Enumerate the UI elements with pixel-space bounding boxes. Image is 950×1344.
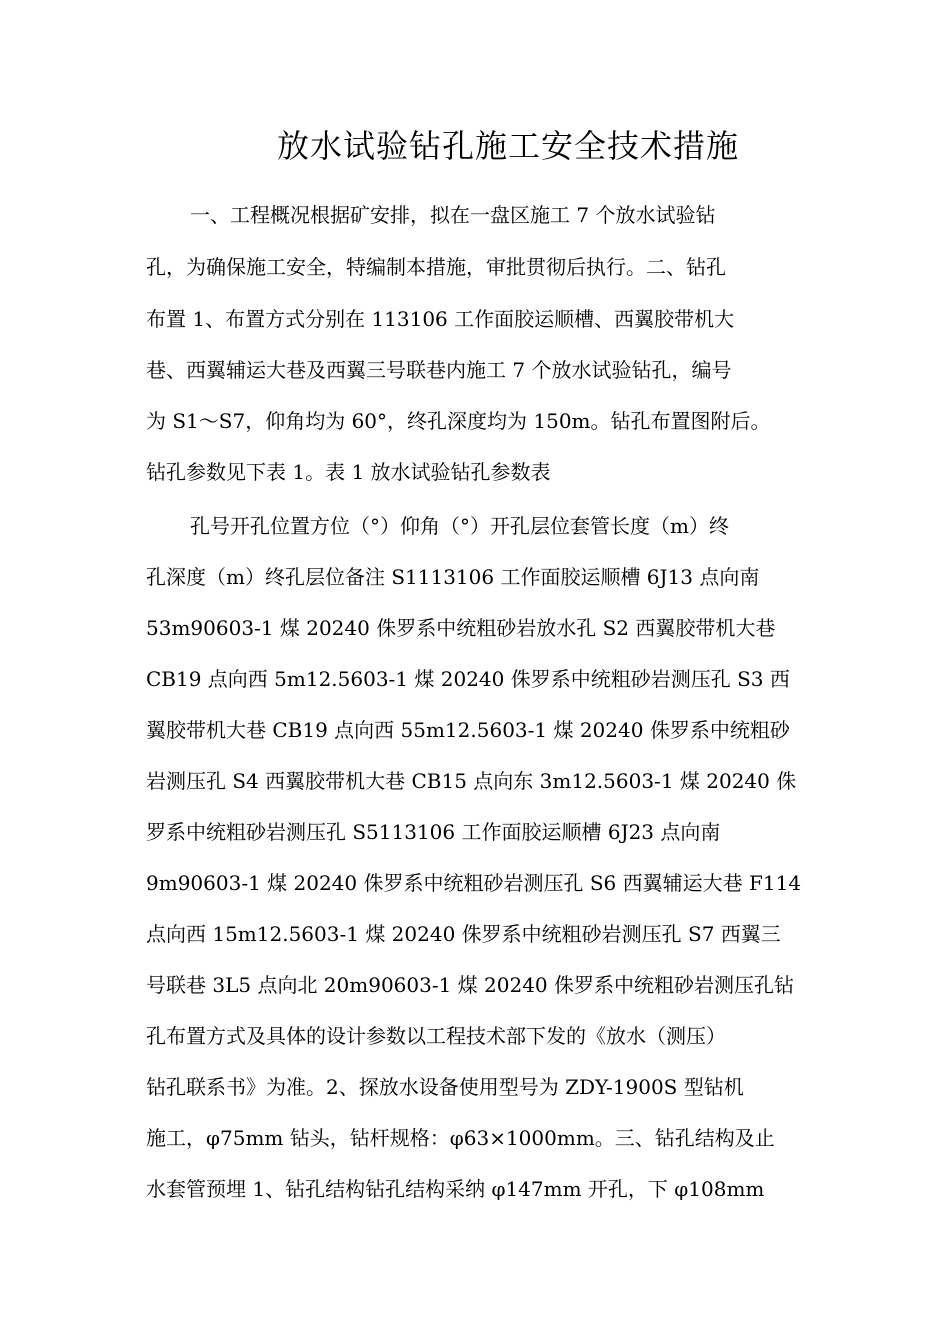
body-line: 布置 1、布置方式分别在 113106 工作面胶运顺槽、西翼胶带机大 [146,307,735,331]
body-line: 53m90603-1 煤 20240 侏罗系中统粗砂岩放水孔 S2 西翼胶带机大巷 [146,616,776,640]
body-line: 为 S1～S7，仰角均为 60°，终孔深度均为 150m。钻孔布置图附后。 [146,409,771,433]
body-line: 罗系中统粗砂岩测压孔 S5113106 工作面胶运顺槽 6J23 点向南 [146,820,721,844]
body-line: 点向西 15m12.5603-1 煤 20240 侏罗系中统粗砂岩测压孔 S7 西翼三 [146,922,781,946]
body-line: 号联巷 3L5 点向北 20m90603-1 煤 20240 侏罗系中统粗砂岩测压孔钻 [146,973,795,997]
body-line: 9m90603-1 煤 20240 侏罗系中统粗砂岩测压孔 S6 西翼辅运大巷 F114 [146,871,802,895]
body-line: 一、工程概况根据矿安排，拟在一盘区施工 7 个放水试验钻 [190,203,716,227]
body-line: 孔深度（m）终孔层位备注 S1113106 工作面胶运顺槽 6J13 点向南 [146,565,760,589]
body-line: 钻孔参数见下表 1。表 1 放水试验钻孔参数表 [146,460,551,484]
body-line: 巷、西翼辅运大巷及西翼三号联巷内施工 7 个放水试验钻孔，编号 [146,358,732,382]
body-line: 孔布置方式及具体的设计参数以工程技术部下发的《放水（测压） [146,1024,726,1048]
body-line: 孔，为确保施工安全，特编制本措施，审批贯彻后执行。二、钻孔 [146,255,726,279]
body-line: CB19 点向西 5m12.5603-1 煤 20240 侏罗系中统粗砂岩测压孔 S3 西 [146,667,790,691]
document-title: 放水试验钻孔施工安全技术措施 [276,127,739,165]
body-line: 孔号开孔位置方位（°）仰角（°）开孔层位套管长度（m）终 [190,514,729,538]
body-line: 钻孔联系书》为准。2、探放水设备使用型号为 ZDY-1900S 型钻机 [146,1075,744,1099]
body-line: 翼胶带机大巷 CB19 点向西 55m12.5603-1 煤 20240 侏罗系中统粗砂 [146,718,790,742]
body-line: 水套管预埋 1、钻孔结构钻孔结构采纳 φ147mm 开孔，下 φ108mm [146,1177,765,1201]
body-line: 岩测压孔 S4 西翼胶带机大巷 CB15 点向东 3m12.5603-1 煤 20240 侏 [146,769,797,793]
body-line: 施工，φ75mm 钻头，钻杆规格：φ63×1000mm。三、钻孔结构及止 [146,1126,775,1150]
